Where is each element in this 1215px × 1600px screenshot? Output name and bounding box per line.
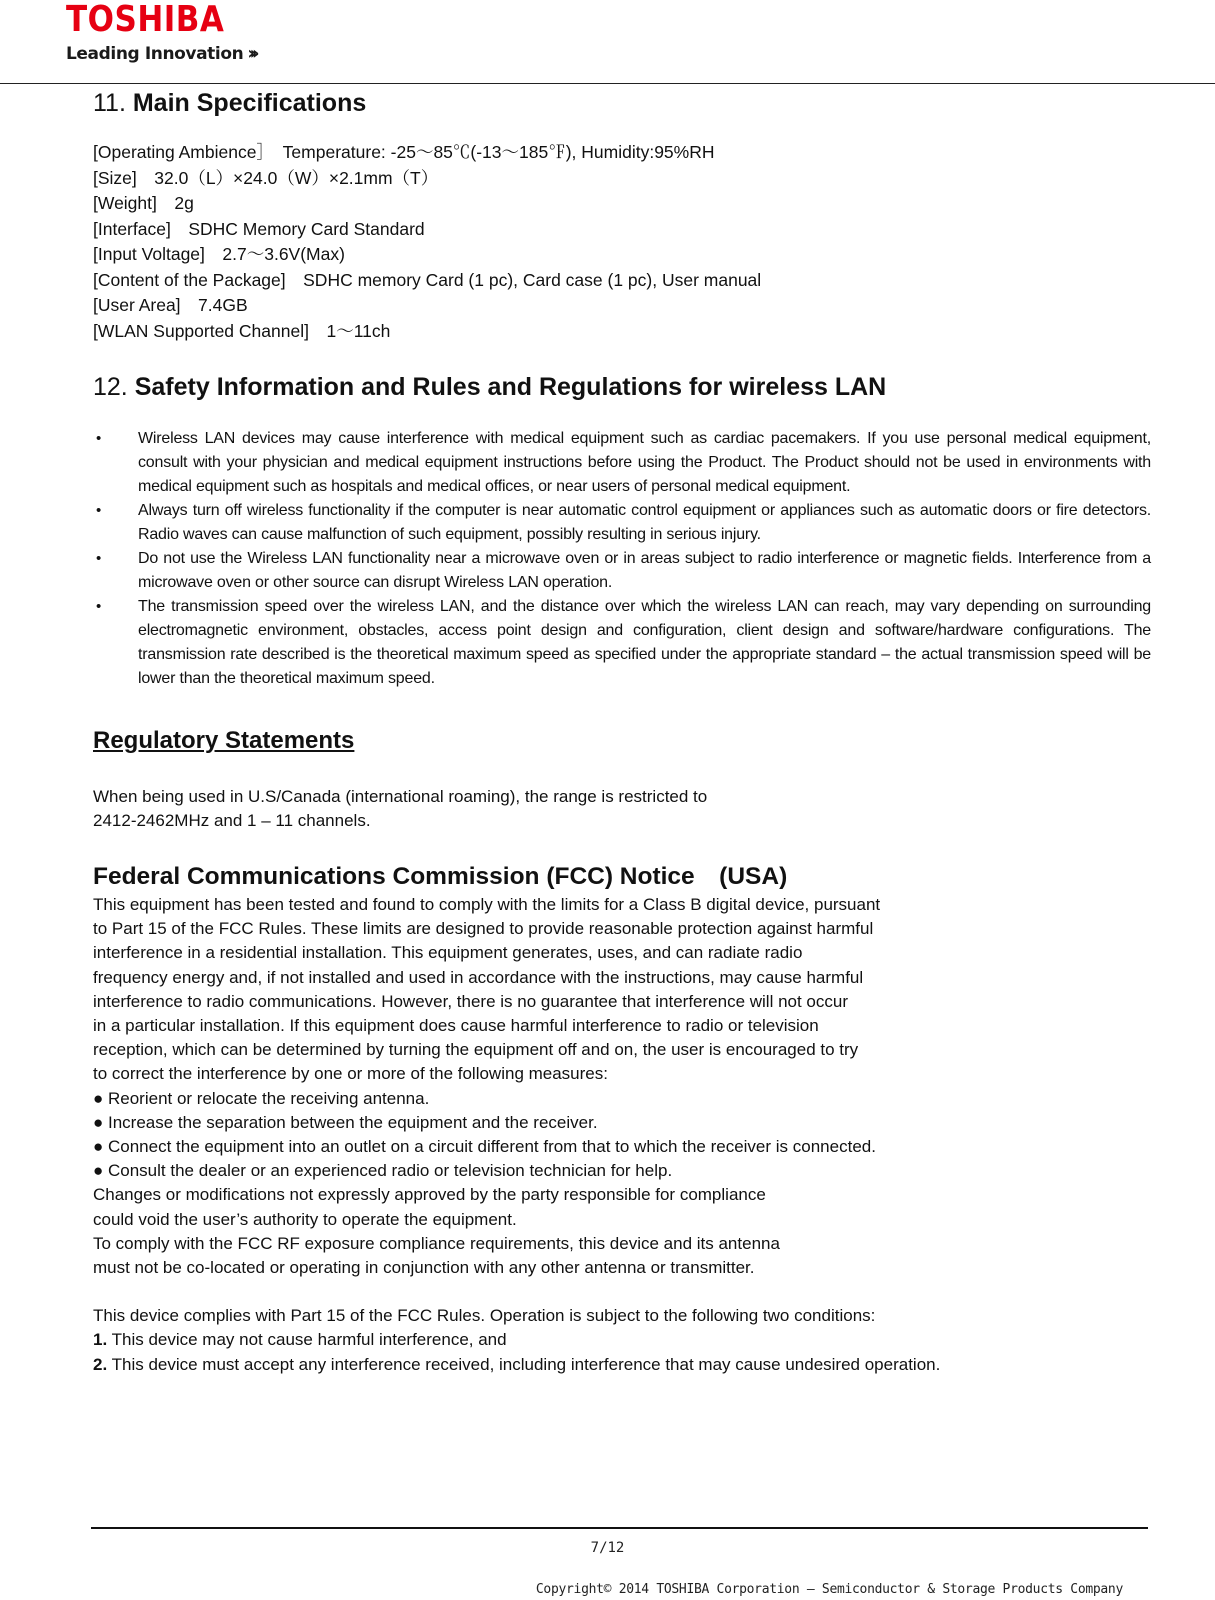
- text-line: to correct the interference by one or more of the following measures:: [93, 1064, 608, 1084]
- condition-text: This device may not cause harmful interference, and: [107, 1330, 507, 1350]
- text-line: Changes or modifications not expressly approved by the party responsible for compliance: [93, 1185, 766, 1205]
- regulatory-heading: Regulatory Statements: [93, 727, 355, 754]
- text-line: reception, which can be determined by turning the equipment off and on, the user is encouraged to try: [93, 1040, 859, 1060]
- spec-line: [WLAN Supported Channel] 1～11ch: [93, 320, 391, 341]
- text-line: This device complies with Part 15 of the FCC Rules. Operation is subject to the following two conditions:: [93, 1306, 876, 1326]
- section-12-heading: [93, 370, 1151, 404]
- condition-number: 2.: [93, 1354, 108, 1374]
- spec-line: [Content of the Package] SDHC memory Card (1 pc), Card case (1 pc), User manual: [93, 269, 762, 290]
- page-number: 7/12: [590, 1540, 625, 1556]
- brand-wordmark: TOSHIBA: [66, 0, 225, 40]
- text-line: in a particular installation. If this equipment does cause harmful interference to radio or television: [93, 1016, 819, 1036]
- section-number: 11.: [93, 89, 126, 117]
- condition-item: [93, 1328, 1151, 1352]
- text-line: ● Consult the dealer or an experienced radio or television technician for help.: [93, 1161, 673, 1181]
- fcc-notice-body: [93, 893, 1151, 1377]
- spec-list: [93, 140, 1151, 344]
- text-line: ● Increase the separation between the equipment and the receiver.: [93, 1112, 598, 1132]
- list-item: • The transmission speed over the wireless LAN, and the distance over which the wireless LAN can reach, may vary depending on surrounding electromagnetic environment, obstacles, access point design and configuration, client design and software/hardware configurations. The transmission rate described is the theoretical maximum speed as specified under the appropriate standard – the actual transmission speed will be lower than the theoretical maximum speed.: [93, 595, 1151, 691]
- spec-line: [Weight] 2g: [93, 193, 194, 213]
- spec-line: [User Area] 7.4GB: [93, 295, 248, 315]
- spec-line: [Interface] SDHC Memory Card Standard: [93, 218, 425, 239]
- list-item: • Do not use the Wireless LAN functionality near a microwave oven or in areas subject to radio interference or magnetic fields. Interference from a microwave oven or other source can disrupt Wireless LAN operation.: [93, 547, 1151, 595]
- text-line: ● Connect the equipment into an outlet on a circuit different from that to which the receiver is connected.: [93, 1137, 876, 1157]
- text-line: 2412-2462MHz and 1 – 11 channels.: [93, 811, 371, 830]
- text-line: interference to radio communications. However, there is no guarantee that interference will not occur: [93, 991, 849, 1011]
- section-title: Main Specifications: [132, 89, 367, 117]
- chevron-arrows-icon: ›››: [247, 43, 255, 64]
- text-line: To comply with the FCC RF exposure compliance requirements, this device and its antenna: [93, 1233, 780, 1253]
- list-item: • Wireless LAN devices may cause interference with medical equipment such as cardiac pacemakers. If you use personal medical equipment, consult with your physician and medical equipment instructions before using the Product. The Product should not be used in environments with medical equipment such as hospitals and medical offices, or near users of personal medical equipment.: [93, 427, 1151, 499]
- section-title: Safety Information and Rules and Regulations for wireless LAN: [134, 373, 887, 401]
- text-line: must not be co-located or operating in conjunction with any other antenna or transmitter.: [93, 1258, 755, 1278]
- copyright-notice: Copyright© 2014 TOSHIBA Corporation – Semiconductor & Storage Products Company: [535, 1582, 1123, 1597]
- page-content: [93, 86, 1151, 1377]
- text-line: This equipment has been tested and found to comply with the limits for a Class B digital device, pursuant: [93, 895, 881, 914]
- safety-bullet-list: [93, 427, 1151, 691]
- brand-tagline: [66, 44, 255, 64]
- text-line: ● Reorient or relocate the receiving antenna.: [93, 1088, 430, 1108]
- header-divider: [0, 83, 1215, 84]
- text-line: could void the user’s authority to operate the equipment.: [93, 1209, 517, 1229]
- condition-number: 1.: [93, 1330, 108, 1350]
- text-line: When being used in U.S/Canada (international roaming), the range is restricted to: [93, 787, 708, 806]
- region-restriction: [93, 785, 1151, 833]
- condition-text: This device must accept any interference received, including interference that may cause undesired operation.: [107, 1354, 941, 1374]
- toshiba-logo: [66, 2, 255, 64]
- spec-line: [Size] 32.0（L）×24.0（W）×2.1mm（T）: [93, 167, 439, 188]
- text-line: frequency energy and, if not installed and used in accordance with the instructions, may cause harmful: [93, 967, 864, 987]
- condition-item: [93, 1353, 1151, 1377]
- text-line: interference in a residential installation. This equipment generates, uses, and can radiate radio: [93, 943, 803, 963]
- section-11-heading: [93, 86, 1151, 120]
- footer-divider: [91, 1527, 1148, 1529]
- tagline-text: Leading Innovation: [66, 44, 244, 64]
- text-line: to Part 15 of the FCC Rules. These limits are designed to provide reasonable protection against harmful: [93, 919, 874, 939]
- spec-line: [Input Voltage] 2.7～3.6V(Max): [93, 244, 345, 264]
- spec-line: [Operating Ambience］ Temperature: -25～85℃(-13～185℉), Humidity:95%RH: [93, 142, 715, 162]
- list-item: • Always turn off wireless functionality if the computer is near automatic control equipment or appliances such as automatic doors or fire detectors. Radio waves can cause malfunction of such equipment, possibly resulting in serious injury.: [93, 499, 1151, 547]
- fcc-heading: Federal Communications Commission (FCC) Notice (USA): [93, 863, 788, 890]
- section-number: 12.: [93, 373, 128, 401]
